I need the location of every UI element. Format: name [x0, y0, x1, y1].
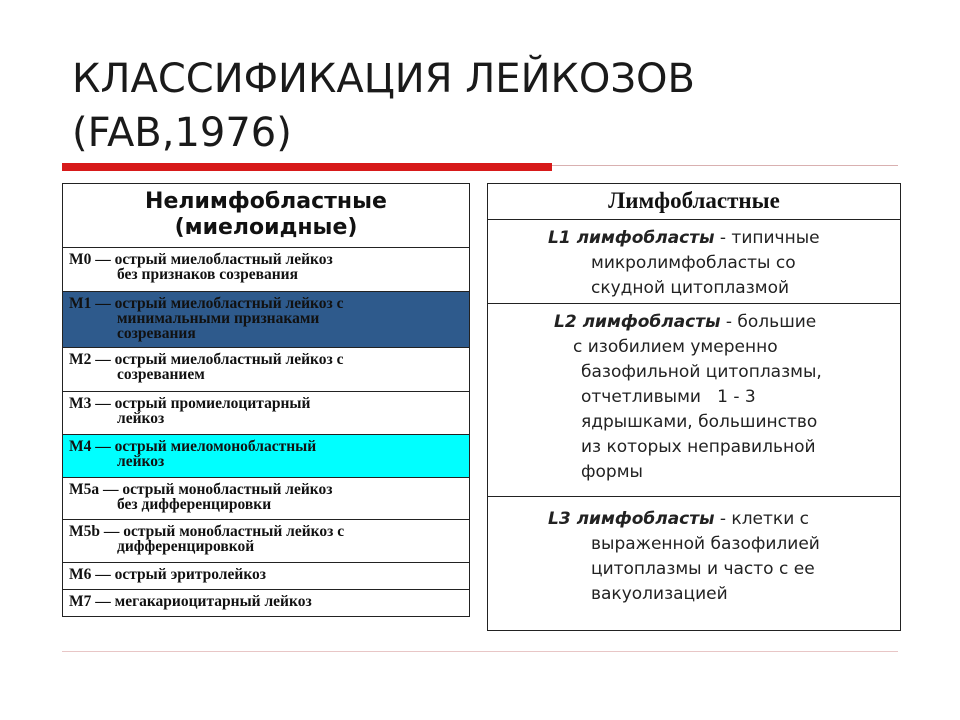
header-line2: (миелоидные) [174, 215, 358, 240]
page-title [72, 52, 912, 160]
row-text: без дифференцировки [117, 496, 272, 513]
cell-text: с изобилием умеренно [573, 337, 778, 357]
cell-text: отчетливыми 1 - 3 [581, 387, 756, 407]
table-row-m7 [63, 590, 469, 616]
title-divider-red [62, 163, 552, 171]
cell-text: - типичные [714, 228, 820, 248]
row-text: минимальными признаками [117, 310, 320, 327]
cell-first-line [548, 226, 896, 251]
cell-text: скудной цитоплазмой [591, 278, 790, 298]
row-text: M2 — острый миелобластный лейкоз с [69, 351, 344, 368]
row-text: лейкоз [117, 453, 165, 470]
table-row-m3 [63, 392, 469, 435]
header-line1: Нелимфобластные [145, 189, 387, 214]
row-text: дифференцировкой [117, 538, 255, 555]
cell-text: - клетки с [714, 509, 809, 529]
cell-text: выраженной базофилией [591, 534, 820, 554]
cell-text: базофильной цитоплазмы, [581, 362, 822, 382]
cell-keyword: L3 лимфобласты [548, 509, 715, 529]
cell-text: вакуолизацией [591, 584, 728, 604]
cell-text: цитоплазмы и часто с ее [591, 559, 815, 579]
lymphoblastic-table [487, 183, 901, 631]
cell-keyword: L1 лимфобласты [548, 228, 715, 248]
table-row-m0 [63, 248, 469, 292]
page-title-line1: КЛАССИФИКАЦИЯ ЛЕЙКОЗОВ [72, 56, 695, 102]
row-text: лейкоз [117, 410, 165, 427]
cell-keyword: L2 лимфобласты [554, 312, 721, 332]
cell-text: - большие [720, 312, 817, 332]
cell-l1 [488, 220, 900, 304]
row-text: M4 — острый миеломонобластный [69, 438, 317, 455]
row-text: M7 — мегакариоцитарный лейкоз [69, 593, 312, 610]
row-text: созреванием [117, 366, 205, 383]
row-text: M1 — острый миелобластный лейкоз с [69, 295, 344, 312]
cell-text: микролимфобласты со [591, 253, 796, 273]
cell-l2 [488, 304, 900, 497]
table-row-m4 [63, 435, 469, 478]
row-text: M5b — острый монобластный лейкоз с [69, 523, 345, 540]
cell-l3 [488, 497, 900, 630]
cell-first-line [548, 507, 896, 532]
cell-text: из которых неправильной [581, 437, 816, 457]
table-row-m5a [63, 478, 469, 520]
table-row-m1 [63, 292, 469, 348]
page-title-line2: (FAB,1976) [72, 110, 292, 156]
cell-first-line [554, 310, 896, 335]
row-text: M5a — острый монобластный лейкоз [69, 481, 333, 498]
non-lymphoblastic-header [63, 184, 469, 248]
cell-text: ядрышками, большинство [581, 412, 818, 432]
table-row-m6 [63, 563, 469, 590]
row-text: M0 — острый миелобластный лейкоз [69, 251, 333, 268]
row-text: M3 — острый промиелоцитарный [69, 395, 311, 412]
non-lymphoblastic-table [62, 183, 470, 617]
table-row-m2 [63, 348, 469, 392]
row-text: созревания [117, 325, 196, 342]
bottom-divider [62, 651, 898, 652]
row-text: M6 — острый эритролейкоз [69, 566, 267, 583]
cell-text: формы [581, 462, 643, 482]
table-row-m5b [63, 520, 469, 563]
row-text: без признаков созревания [117, 266, 298, 283]
lymphoblastic-header: Лимфобластные [488, 184, 900, 220]
